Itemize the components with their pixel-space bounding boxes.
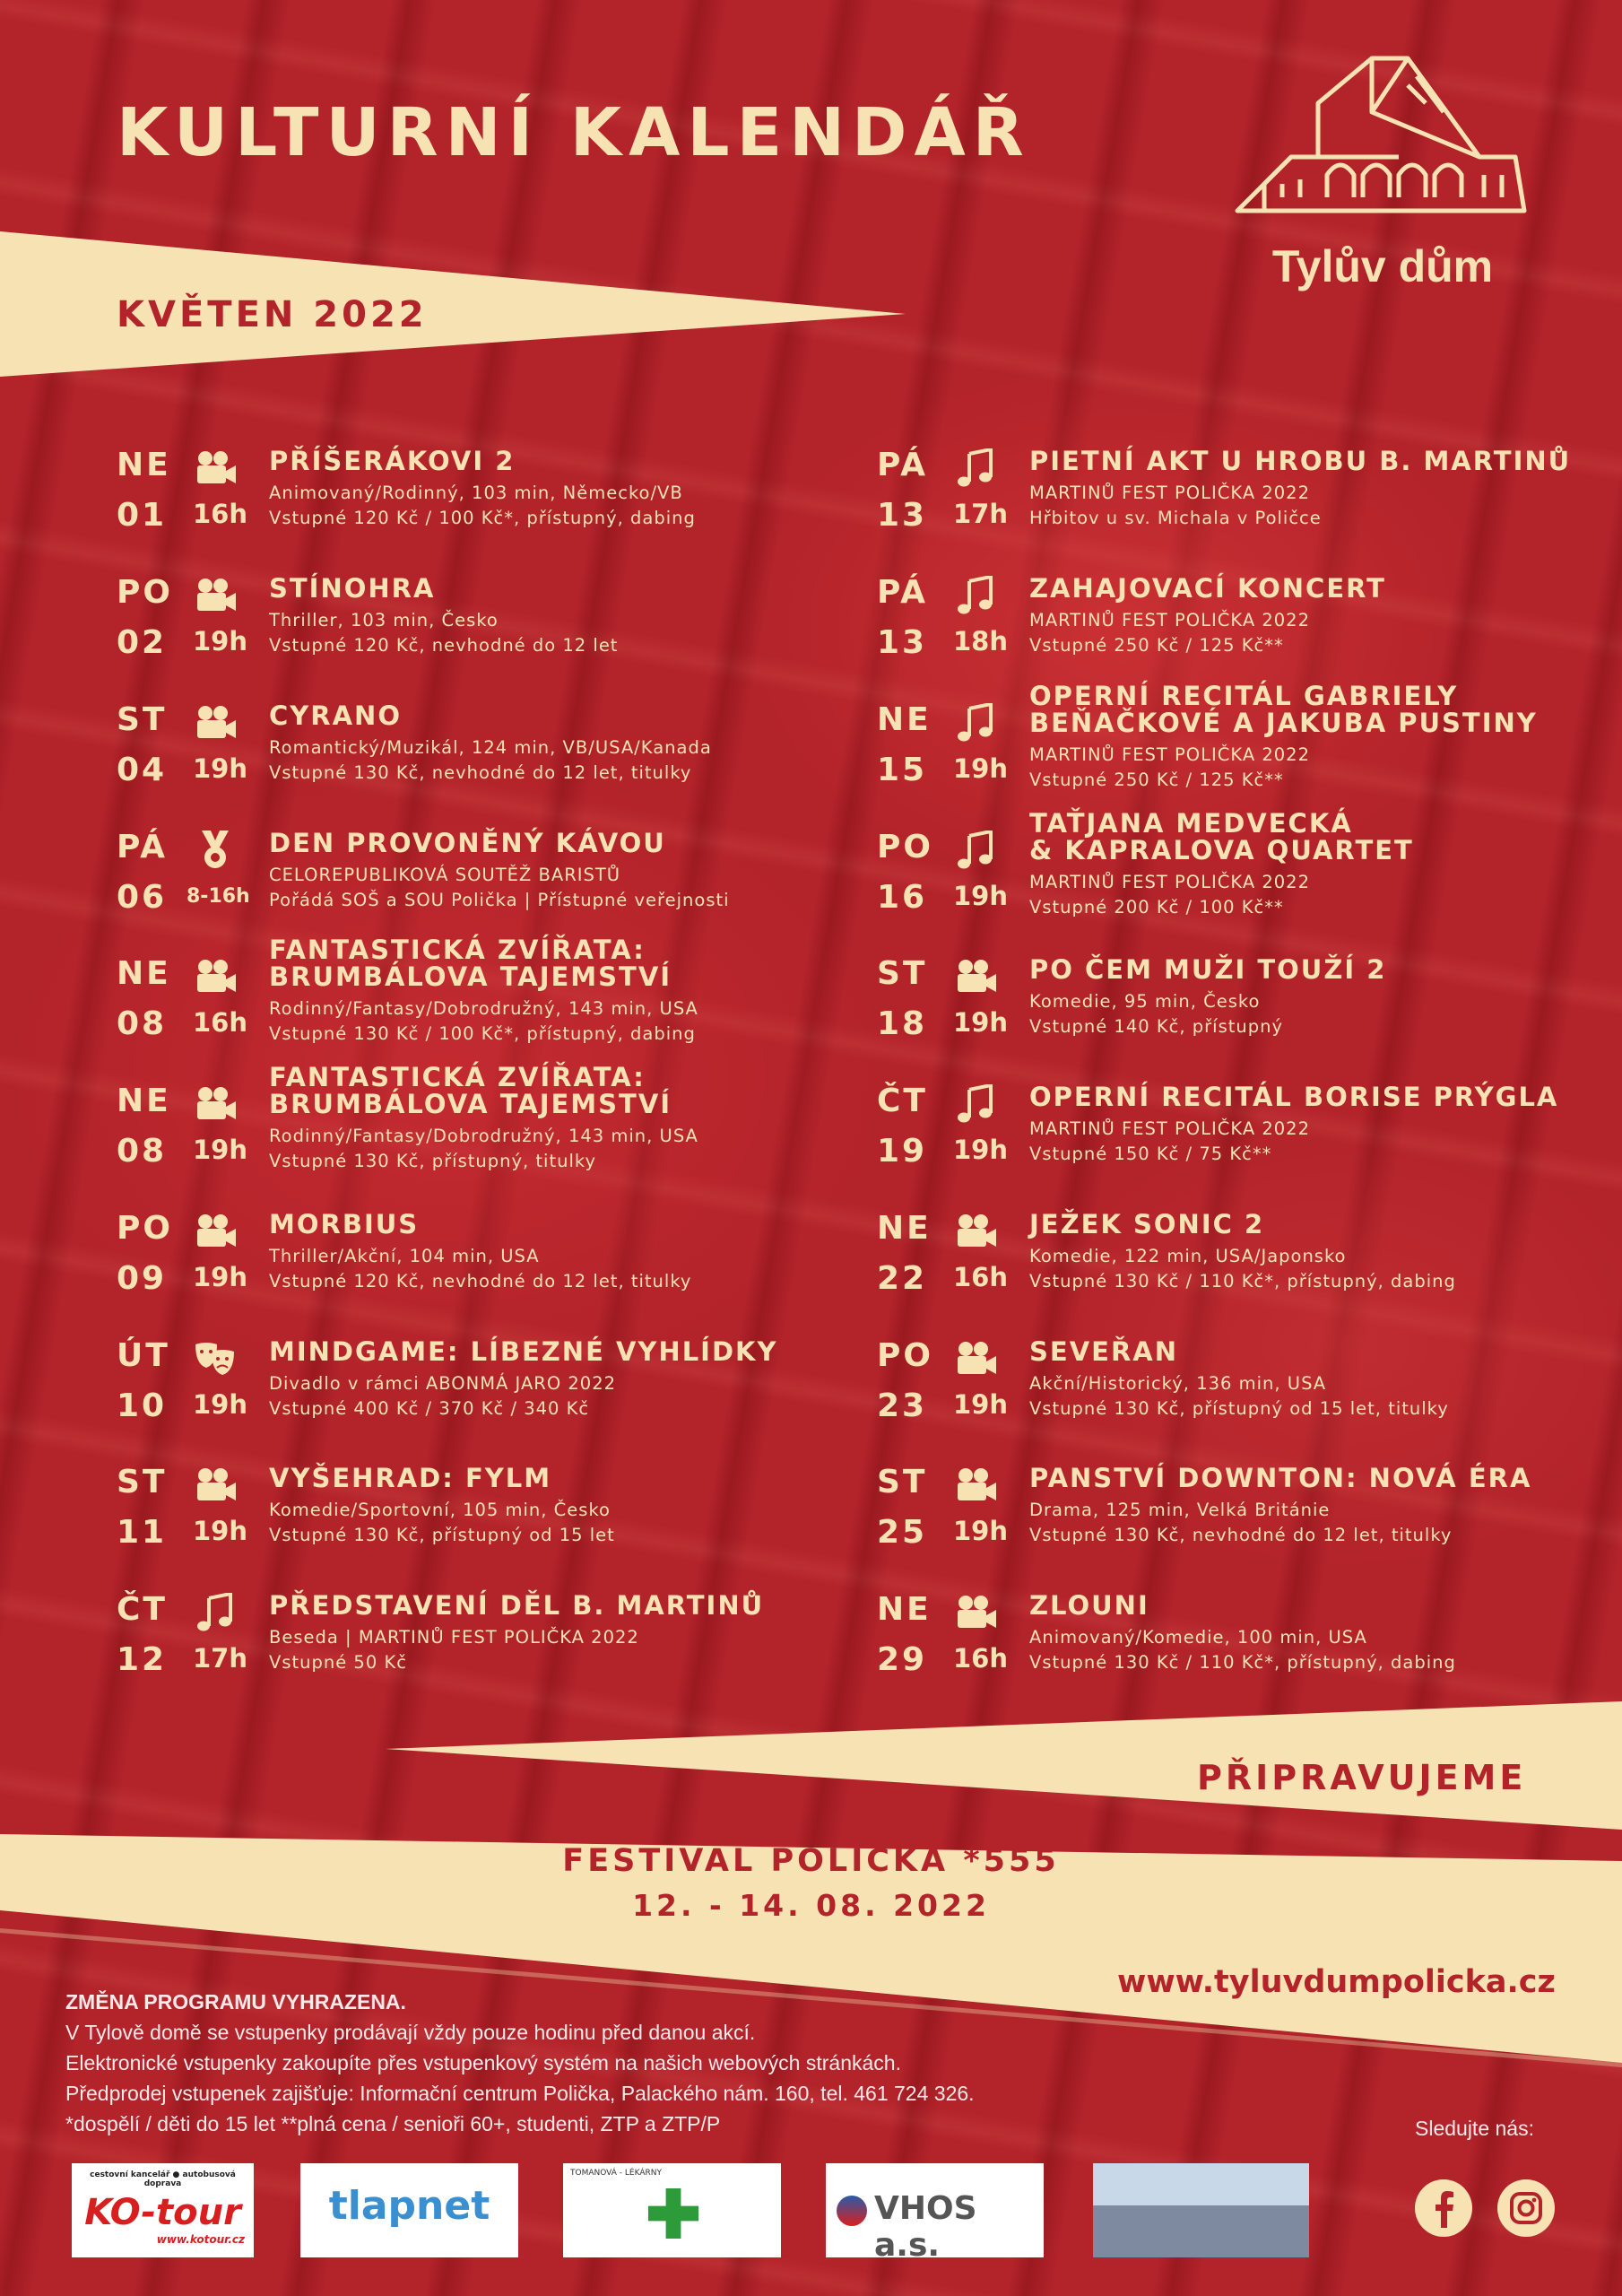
sponsor-pharmacy-logo	[563, 2163, 781, 2257]
event-time: 19h	[953, 1135, 1009, 1165]
event-detail: MARTINŮ FEST POLIČKA 2022	[1029, 1118, 1310, 1139]
event-weekday: ST	[117, 701, 168, 738]
music-note-icon	[953, 576, 998, 615]
sponsor-kotour-logo	[72, 2163, 254, 2257]
vhos-name: VHOS a.s.	[874, 2190, 977, 2264]
music-note-icon	[953, 448, 998, 488]
event-title: FANTASTICKÁ ZVÍŘATA:	[269, 935, 646, 965]
event-date: 23	[877, 1387, 928, 1424]
event-time: 8-16h	[186, 885, 250, 908]
event-detail: Vstupné 130 Kč / 100 Kč*, přístupný, dabing	[269, 1023, 696, 1044]
event-date: 04	[117, 752, 168, 788]
month-label: KVĚTEN 2022	[117, 294, 428, 335]
event-time: 16h	[193, 499, 248, 529]
pharmacy-name: TOMANOVÁ - LÉKÁRNY	[570, 2169, 662, 2178]
event-detail: Pořádá SOŠ a SOU Polička | Přístupné veřejnosti	[269, 890, 730, 910]
film-camera-icon	[953, 1465, 998, 1505]
music-note-icon	[953, 831, 998, 870]
website-link[interactable]: www.tyluvdumpolicka.cz	[1117, 1964, 1556, 2000]
event-time: 18h	[953, 626, 1009, 657]
event-date: 13	[877, 624, 928, 661]
event-title: JEŽEK SONIC 2	[1029, 1209, 1265, 1239]
event-weekday: PÁ	[117, 829, 168, 865]
event-date: 25	[877, 1514, 928, 1551]
event-title: DEN PROVONĚNÝ KÁVOU	[269, 828, 666, 858]
event-detail: Vstupné 140 Kč, přístupný	[1029, 1016, 1284, 1037]
event-title: CYRANO	[269, 700, 402, 731]
event-detail: Animovaný/Komedie, 100 min, USA	[1029, 1627, 1367, 1648]
event-time: 19h	[193, 626, 248, 657]
sponsor-vhos-logo	[826, 2163, 1044, 2264]
event-detail: Vstupné 150 Kč / 75 Kč**	[1029, 1144, 1272, 1164]
event-detail: Vstupné 400 Kč / 370 Kč / 340 Kč	[269, 1398, 590, 1419]
event-detail: Vstupné 120 Kč, nevhodné do 12 let	[269, 635, 619, 656]
sponsor-tlapnet-logo	[300, 2163, 518, 2257]
event-date: 18	[877, 1005, 928, 1042]
event-weekday: NE	[117, 955, 171, 992]
music-note-icon	[953, 703, 998, 743]
event-time: 19h	[193, 1516, 248, 1546]
event-weekday: PO	[117, 574, 173, 611]
event-detail: Vstupné 120 Kč, nevhodné do 12 let, titulky	[269, 1271, 692, 1292]
notes-line-4: Předprodej vstupenek zajišťuje: Informační centrum Polička, Palackého nám. 160, tel. 461 724 326.	[65, 2082, 975, 2105]
event-detail: Vstupné 130 Kč / 110 Kč*, přístupný, dabing	[1029, 1271, 1456, 1292]
film-camera-icon	[953, 957, 998, 996]
event-title: ZLOUNI	[1029, 1590, 1149, 1621]
event-title-line-2: & KAPRALOVA QUARTET	[1029, 835, 1414, 865]
event-time: 19h	[193, 1135, 248, 1165]
event-detail: Vstupné 250 Kč / 125 Kč**	[1029, 635, 1284, 656]
event-time: 19h	[953, 1389, 1009, 1420]
event-weekday: NE	[877, 1591, 932, 1628]
event-detail: Vstupné 250 Kč / 125 Kč**	[1029, 770, 1284, 790]
event-weekday: NE	[877, 701, 932, 738]
event-title: PANSTVÍ DOWNTON: NOVÁ ÉRA	[1029, 1463, 1532, 1493]
event-detail: Vstupné 130 Kč, přístupný od 15 let	[269, 1525, 615, 1545]
film-camera-icon	[193, 1084, 238, 1124]
theatre-masks-icon	[193, 1339, 238, 1378]
event-time: 19h	[953, 753, 1009, 784]
event-date: 10	[117, 1387, 168, 1424]
event-detail: Rodinný/Fantasy/Dobrodružný, 143 min, USA	[269, 1126, 698, 1146]
event-detail: Drama, 125 min, Velká Británie	[1029, 1500, 1331, 1520]
event-weekday: ST	[877, 955, 928, 992]
event-title: VYŠEHRAD: FYLM	[269, 1463, 552, 1493]
notes-line-1: ZMĚNA PROGRAMU VYHRAZENA.	[65, 1990, 406, 2013]
event-detail: Vstupné 200 Kč / 100 Kč**	[1029, 897, 1284, 918]
event-detail: Komedie/Sportovní, 105 min, Česko	[269, 1500, 611, 1520]
event-title: PŘEDSTAVENÍ DĚL B. MARTINŮ	[269, 1590, 765, 1621]
film-camera-icon	[193, 703, 238, 743]
event-date: 09	[117, 1260, 168, 1297]
event-title: OPERNÍ RECITÁL GABRIELY	[1029, 681, 1459, 711]
event-detail: MARTINŮ FEST POLIČKA 2022	[1029, 872, 1310, 892]
event-weekday: NE	[117, 447, 171, 483]
event-detail: Animovaný/Rodinný, 103 min, Německo/VB	[269, 483, 683, 503]
event-title: PO ČEM MUŽI TOUŽÍ 2	[1029, 954, 1387, 985]
event-time: 16h	[193, 1007, 248, 1038]
event-weekday: NE	[877, 1210, 932, 1247]
film-camera-icon	[193, 957, 238, 996]
logo-text: Tylův dům	[1271, 241, 1494, 291]
event-detail: Vstupné 120 Kč / 100 Kč*, přístupný, dabing	[269, 508, 696, 528]
follow-label: Sledujte nás:	[1415, 2117, 1534, 2140]
event-detail: MARTINŮ FEST POLIČKA 2022	[1029, 483, 1310, 503]
event-title: STÍNOHRA	[269, 573, 436, 604]
event-detail: Beseda | MARTINŮ FEST POLIČKA 2022	[269, 1627, 639, 1648]
event-weekday: NE	[117, 1083, 171, 1119]
event-detail: Rodinný/Fantasy/Dobrodružný, 143 min, USA	[269, 998, 698, 1019]
event-title: MINDGAME: LÍBEZNÉ VYHLÍDKY	[269, 1336, 778, 1367]
event-time: 19h	[193, 753, 248, 784]
film-camera-icon	[193, 576, 238, 615]
page-title: KULTURNÍ KALENDÁŘ	[117, 94, 1031, 171]
upcoming-dates: 12. - 14. 08. 2022	[632, 1888, 990, 1923]
event-detail: Vstupné 130 Kč, přístupný, titulky	[269, 1151, 597, 1171]
event-date: 12	[117, 1641, 168, 1678]
event-time: 17h	[953, 499, 1009, 529]
sponsor-bus-company-logo	[1093, 2163, 1309, 2257]
event-detail: MARTINŮ FEST POLIČKA 2022	[1029, 744, 1310, 765]
event-detail: Hřbitov u sv. Michala v Poličce	[1029, 508, 1322, 528]
event-time: 19h	[193, 1262, 248, 1292]
notes-line-2: V Tylově domě se vstupenky prodávají vždy pouze hodinu před danou akcí.	[65, 2021, 756, 2044]
event-detail: Thriller/Akční, 104 min, USA	[269, 1246, 540, 1266]
event-time: 19h	[193, 1389, 248, 1420]
event-detail: Romantický/Muzikál, 124 min, VB/USA/Kanada	[269, 737, 712, 758]
event-date: 02	[117, 624, 168, 661]
event-weekday: PÁ	[877, 574, 928, 611]
event-title: SEVEŘAN	[1029, 1336, 1178, 1367]
event-date: 08	[117, 1133, 168, 1170]
event-weekday: PO	[877, 1337, 933, 1374]
event-detail: Vstupné 130 Kč / 110 Kč*, přístupný, dabing	[1029, 1652, 1456, 1673]
kotour-url: www.kotour.cz	[156, 2233, 245, 2246]
event-time: 17h	[193, 1643, 248, 1674]
event-title: PIETNÍ AKT U HROBU B. MARTINŮ	[1029, 446, 1572, 476]
event-date: 13	[877, 497, 928, 534]
event-weekday: ČT	[877, 1083, 928, 1119]
event-date: 06	[117, 879, 168, 916]
event-weekday: PO	[117, 1210, 173, 1247]
kotour-name: KO-tour	[84, 2192, 241, 2233]
event-title: FANTASTICKÁ ZVÍŘATA:	[269, 1062, 646, 1092]
event-title: ZAHAJOVACÍ KONCERT	[1029, 573, 1386, 604]
event-title: OPERNÍ RECITÁL BORISE PRÝGLA	[1029, 1082, 1559, 1112]
event-title-line-2: BRUMBÁLOVA TAJEMSTVÍ	[269, 961, 672, 992]
event-weekday: PO	[877, 829, 933, 865]
pharmacy-cross-icon	[648, 2188, 698, 2239]
event-detail: Divadlo v rámci ABONMÁ JARO 2022	[269, 1373, 617, 1394]
tlapnet-name: tlapnet	[328, 2183, 490, 2229]
music-note-icon	[953, 1084, 998, 1124]
event-weekday: ČT	[117, 1591, 168, 1628]
event-date: 08	[117, 1005, 168, 1042]
event-title-line-2: BRUMBÁLOVA TAJEMSTVÍ	[269, 1089, 672, 1119]
event-title: TAŤJANA MEDVECKÁ	[1029, 808, 1353, 839]
event-detail: Vstupné 130 Kč, přístupný od 15 let, titulky	[1029, 1398, 1449, 1419]
film-camera-icon	[953, 1339, 998, 1378]
event-time: 16h	[953, 1262, 1009, 1292]
event-time: 19h	[953, 1007, 1009, 1038]
vhos-globe-icon	[837, 2196, 867, 2226]
event-title-line-2: BEŇAČKOVÉ A JAKUBA PUSTINY	[1029, 708, 1538, 738]
event-date: 29	[877, 1641, 928, 1678]
event-detail: MARTINŮ FEST POLIČKA 2022	[1029, 610, 1310, 631]
event-date: 15	[877, 752, 928, 788]
upcoming-heading: PŘIPRAVUJEME	[1197, 1758, 1527, 1797]
event-detail: Akční/Historický, 136 min, USA	[1029, 1373, 1327, 1394]
notes-line-5: *dospělí / děti do 15 let **plná cena / senioři 60+, studenti, ZTP a ZTP/P	[65, 2112, 721, 2135]
footer-notes	[65, 1987, 975, 2139]
film-camera-icon	[193, 1465, 238, 1505]
event-detail: Komedie, 95 min, Česko	[1029, 991, 1261, 1012]
event-time: 19h	[953, 1516, 1009, 1546]
music-note-icon	[193, 1593, 238, 1632]
event-weekday: PÁ	[877, 447, 928, 483]
event-title: MORBIUS	[269, 1209, 420, 1239]
film-camera-icon	[193, 448, 238, 488]
event-detail: CELOREPUBLIKOVÁ SOUTĚŽ BARISTŮ	[269, 865, 621, 885]
event-date: 19	[877, 1133, 928, 1170]
event-detail: Thriller, 103 min, Česko	[269, 610, 499, 631]
event-time: 16h	[953, 1643, 1009, 1674]
event-detail: Vstupné 130 Kč, nevhodné do 12 let, titulky	[269, 762, 692, 783]
event-date: 16	[877, 879, 928, 916]
event-date: 01	[117, 497, 168, 534]
event-detail: Komedie, 122 min, USA/Japonsko	[1029, 1246, 1347, 1266]
event-weekday: ST	[877, 1464, 928, 1500]
film-camera-icon	[193, 1212, 238, 1251]
event-time: 19h	[953, 881, 1009, 911]
event-detail: Vstupné 130 Kč, nevhodné do 12 let, titulky	[1029, 1525, 1453, 1545]
instagram-icon[interactable]	[1497, 2179, 1555, 2237]
event-weekday: ST	[117, 1464, 168, 1500]
event-title: PŘÍŠERÁKOVI 2	[269, 446, 516, 476]
event-date: 22	[877, 1260, 928, 1297]
event-date: 11	[117, 1514, 168, 1551]
event-detail: Vstupné 50 Kč	[269, 1652, 407, 1673]
film-camera-icon	[953, 1212, 998, 1251]
kotour-tagline: cestovní kancelář ● autobusová doprava	[90, 2170, 236, 2188]
upcoming-festival: FESTIVAL POLIČKA *555	[562, 1843, 1060, 1879]
event-weekday: ÚT	[117, 1337, 170, 1374]
facebook-icon[interactable]	[1415, 2179, 1472, 2237]
film-camera-icon	[953, 1593, 998, 1632]
notes-line-3: Elektronické vstupenky zakoupíte přes vstupenkový systém na našich webových stránkách.	[65, 2051, 901, 2074]
medal-icon	[193, 831, 238, 870]
